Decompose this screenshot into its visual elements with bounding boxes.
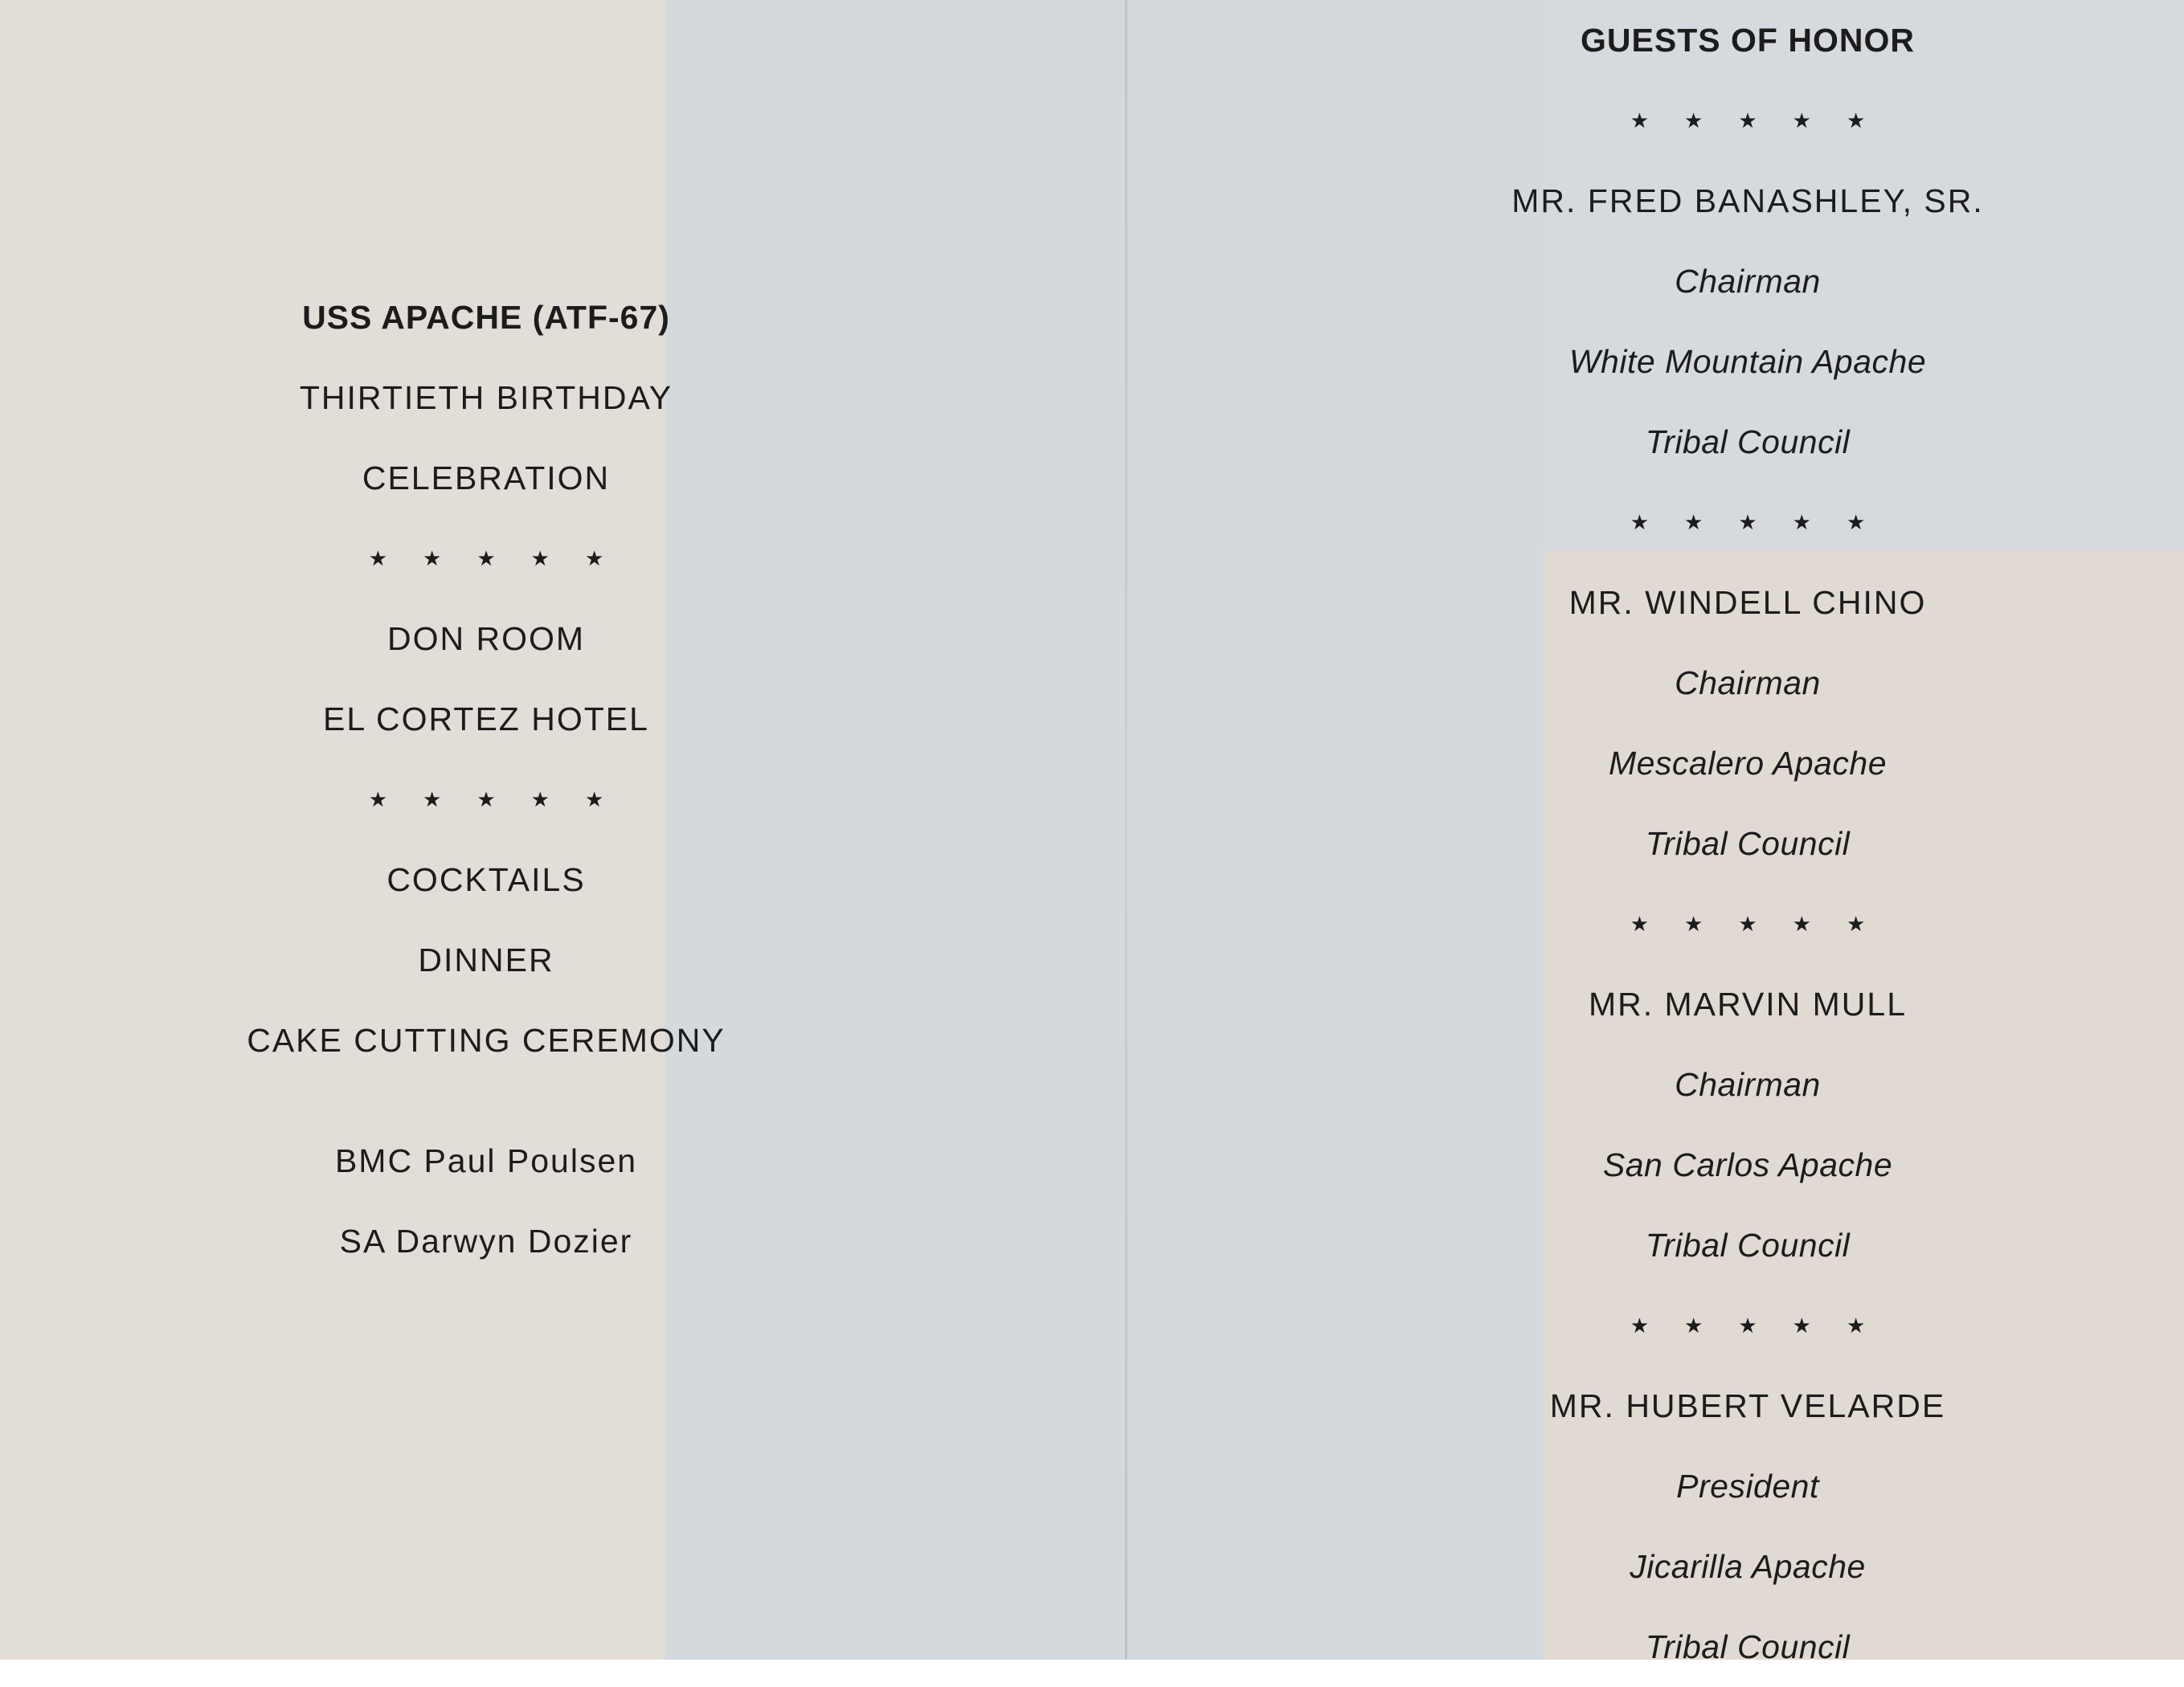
guest-tribe: Jicarilla Apache: [1630, 1548, 1866, 1585]
guest-name: MR. HUBERT VELARDE: [1549, 1387, 1946, 1424]
fold-crease: [1125, 0, 1127, 1660]
guest-title: Chairman: [1675, 1066, 1821, 1103]
star-separator: ★★★★★: [368, 546, 640, 570]
participant-name: BMC Paul Poulsen: [334, 1142, 638, 1179]
venue-hotel: EL CORTEZ HOTEL: [323, 701, 649, 737]
guest-name: MR. WINDELL CHINO: [1568, 584, 1927, 621]
guest-name: MR. FRED BANASHLEY, SR.: [1511, 182, 1984, 219]
event-title-line-1: THIRTIETH BIRTHDAY: [299, 379, 673, 416]
guest-title: Chairman: [1675, 664, 1821, 701]
star-separator: ★★★★★: [1630, 108, 1901, 133]
star-separator: ★★★★★: [368, 787, 640, 811]
guests-heading: GUESTS OF HONOR: [1581, 22, 1915, 59]
event-item-cake-cutting: CAKE CUTTING CEREMONY: [247, 1022, 726, 1059]
left-panel: [165, 0, 808, 1660]
star-separator: ★★★★★: [1630, 1313, 1901, 1338]
guest-tribe: San Carlos Apache: [1602, 1146, 1893, 1183]
event-item-cocktails: COCKTAILS: [386, 861, 586, 898]
event-item-dinner: DINNER: [418, 942, 554, 978]
star-separator: ★★★★★: [1630, 912, 1901, 936]
guest-title: Chairman: [1675, 263, 1821, 300]
participant-name: SA Darwyn Dozier: [339, 1223, 633, 1260]
guest-council: Tribal Council: [1645, 825, 1851, 862]
guest-tribe: Mescalero Apache: [1608, 745, 1887, 782]
star-separator: ★★★★★: [1630, 510, 1901, 534]
right-panel: [1426, 0, 2069, 1665]
guest-council: Tribal Council: [1645, 1227, 1851, 1264]
guest-title: President: [1676, 1468, 1819, 1505]
venue-room: DON ROOM: [386, 620, 586, 657]
guest-tribe: White Mountain Apache: [1568, 343, 1927, 380]
guest-council: Tribal Council: [1645, 423, 1851, 460]
guest-council: Tribal Council: [1645, 1628, 1851, 1665]
ship-title: USS APACHE (ATF-67): [302, 299, 670, 336]
event-title-line-2: CELEBRATION: [362, 460, 611, 496]
guest-name: MR. MARVIN MULL: [1588, 986, 1908, 1023]
